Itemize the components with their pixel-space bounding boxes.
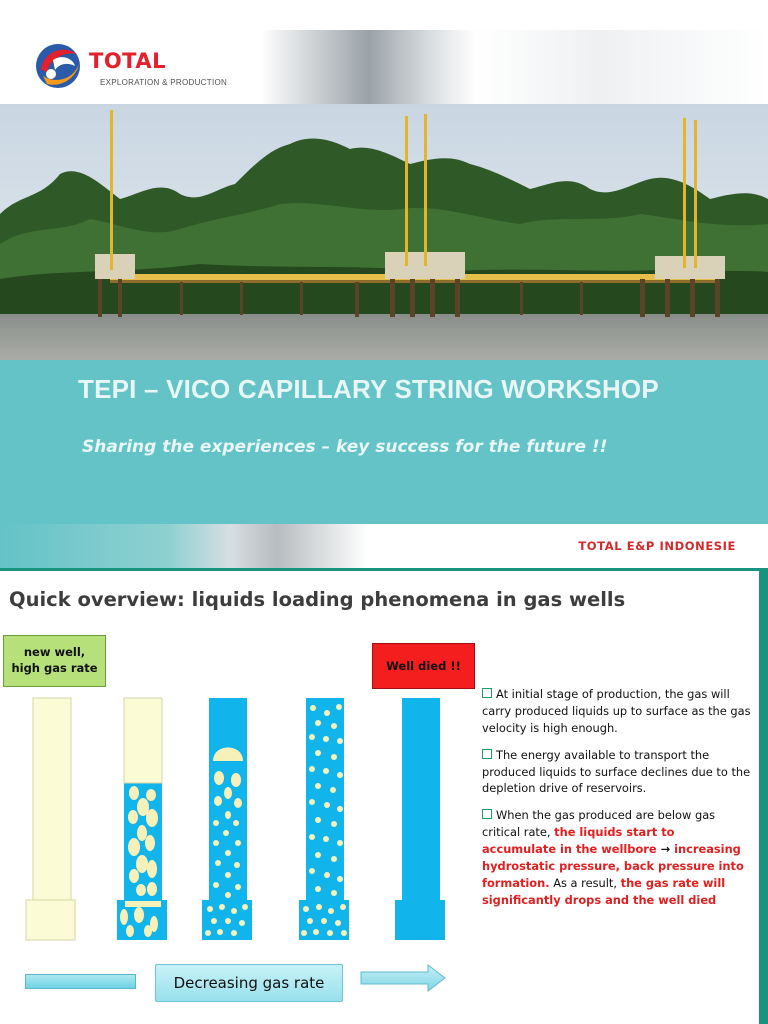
logo-subtitle: EXPLORATION & PRODUCTION [100, 78, 228, 87]
well-5 [395, 698, 445, 940]
workshop-title: TEPI – VICO CAPILLARY STRING WORKSHOP [78, 374, 659, 404]
new-well-tag: new well, high gas rate [3, 635, 106, 687]
bullet-3 [482, 807, 752, 908]
decreasing-gas-rate-label: Decreasing gas rate [155, 964, 343, 1002]
logo-wordmark: TOTAL [89, 49, 167, 73]
bullet-3-arrow: → [656, 842, 675, 856]
well-died-tag: Well died !! [372, 643, 475, 689]
well-4 [299, 698, 349, 940]
bullet-2-text: The energy available to transport the produced liquids to surface declines due to the depletion drive of reservoirs. [482, 747, 751, 796]
bullet-3-highlight-c: the gas rate will significantly drops and the well died [482, 875, 726, 907]
bullet-1 [482, 686, 752, 737]
bullet-3-highlight-a: the liquids start to accumulate in the wellbore [482, 825, 675, 856]
overview-slide [0, 568, 768, 1024]
bullet-3-highlight-b: increasing hydrostatic pressure, back pressure into formation. [482, 842, 744, 890]
explanation-bullets [482, 686, 752, 919]
bullet-3-text-a: When the gas produced are below gas critical rate, [482, 808, 716, 840]
right-arrow-icon [360, 964, 446, 992]
workshop-subtitle: Sharing the experiences – key success for the future !! [82, 437, 608, 457]
footer-brand: TOTAL E&P INDONESIE [578, 539, 736, 553]
total-logo [33, 40, 243, 96]
bullet-2 [482, 747, 752, 798]
bullet-1-text: At initial stage of production, the gas will carry produced liquids up to surface as the gas velocity is high enough. [482, 687, 751, 735]
checkbox-bullet-icon [482, 749, 492, 759]
bullet-3-text-b: As a result, [549, 875, 621, 890]
checkbox-bullet-icon [482, 809, 492, 819]
checkbox-bullet-icon [482, 688, 492, 698]
well-3 [202, 698, 252, 940]
slide-title: Quick overview: liquids loading phenomena in gas wells [9, 588, 626, 611]
total-logo-icon [33, 40, 85, 92]
gas-rate-scale-bar [25, 974, 136, 989]
wellhead-platform-photo [0, 104, 768, 360]
well-2 [117, 698, 167, 940]
well-1 [26, 698, 75, 940]
